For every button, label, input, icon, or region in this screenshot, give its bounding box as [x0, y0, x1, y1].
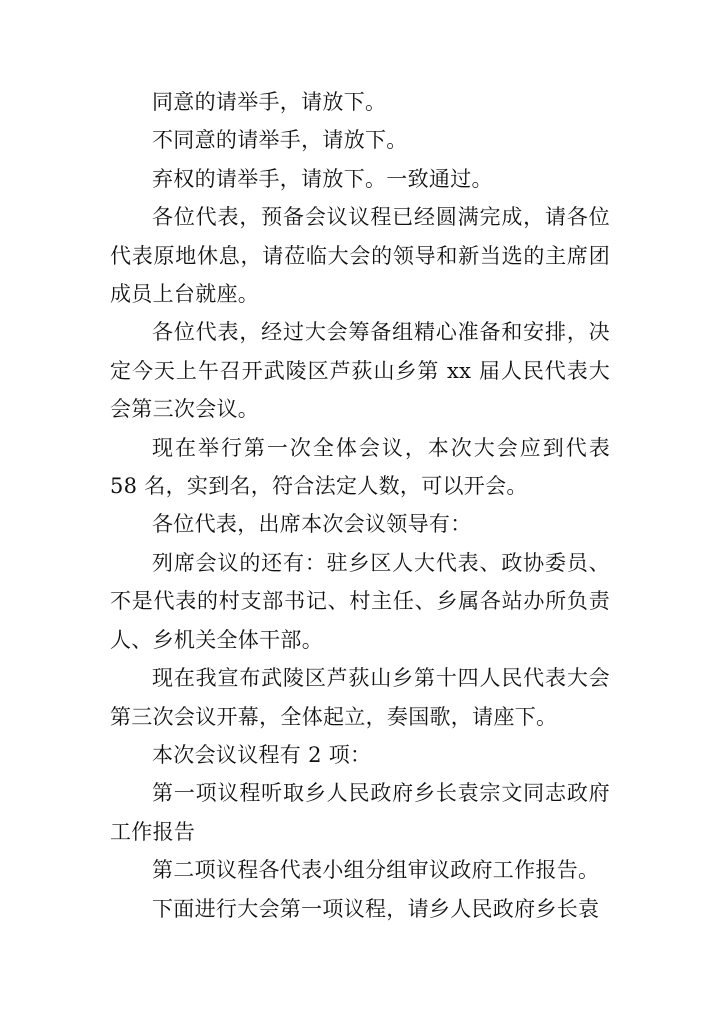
paragraph: 本次会议议程有 2 项：	[152, 742, 372, 767]
paragraph: 现在我宣布武陵区芦荻山乡第十四人民代表大会第三次会议开幕，全体起立，奏国歌，请座下。	[110, 666, 610, 729]
paragraph: 现在举行第一次全体会议，本次大会应到代表 58 名，实到名，符合法定人数，可以开会。	[110, 435, 610, 499]
paragraph: 第二项议程各代表小组分组审议政府工作报告。	[152, 858, 600, 883]
paragraph: 不同意的请举手，请放下。	[152, 128, 408, 153]
paragraph: 各位代表，出席本次会议领导有：	[152, 512, 472, 537]
paragraph: 下面进行大会第一项议程，请乡人民政府乡长袁	[152, 896, 600, 921]
paragraph: 各位代表，预备会议议程已经圆满完成，请各位代表原地休息，请莅临大会的领导和新当选的主席团成员上台就座。	[110, 205, 610, 307]
document-body	[110, 83, 610, 928]
paragraph: 第一项议程听取乡人民政府乡长袁宗文同志政府工作报告	[110, 781, 610, 844]
paragraph: 各位代表，经过大会筹备组精心准备和安排，决定今天上午召开武陵区芦荻山乡第 xx 届人民代表大会第三次会议。	[110, 320, 610, 422]
paragraph: 同意的请举手，请放下。	[152, 90, 387, 114]
paragraph: 列席会议的还有：驻乡区人大代表、政协委员、不是代表的村支部书记、村主任、乡属各站办所负责人、乡机关全体干部。	[110, 550, 610, 652]
paragraph: 弃权的请举手，请放下。一致通过。	[152, 166, 493, 191]
